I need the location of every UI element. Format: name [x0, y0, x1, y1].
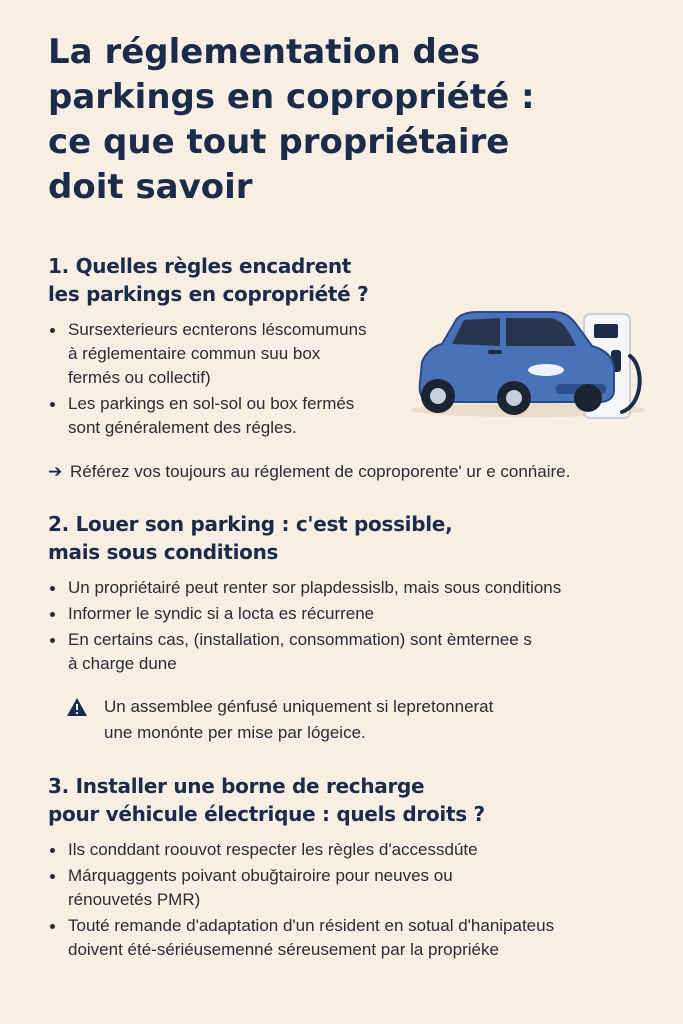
section-1-heading-line: les parkings en copropriété ? [48, 282, 369, 306]
bullet-line: doivent été-sériéusemenné séreusement par la propriéke [68, 940, 499, 959]
bullet-line: à réglementaire commun suu box [68, 344, 321, 363]
title-line: parkings en copropriété : [48, 77, 535, 117]
section-2-heading [48, 510, 452, 566]
page-title [48, 30, 648, 210]
section-2-bullet-list [48, 576, 561, 678]
title-line: doit savoir [48, 167, 253, 207]
arrow-right-icon: ➔ [48, 462, 63, 481]
list-item [48, 602, 561, 626]
bullet-line: Un propriétairé peut renter sor plapdessislb, mais sous conditions [68, 578, 562, 597]
section-1-bullet-list [48, 318, 367, 442]
bullet-line: En certains cas, (installation, consommation) sont èmternee s [68, 630, 532, 649]
bullet-line: Informer le syndic si a locta es récurrene [68, 604, 375, 623]
section-3-heading-line: pour véhicule électrique : quels droits ? [48, 802, 485, 826]
warning-icon [66, 697, 88, 717]
tip-text: Référez vos toujours au réglement de coproporente' ur e conńaire. [70, 462, 571, 481]
title-line: La réglementation des [48, 32, 481, 72]
bullet-line: Les parkings en sol-sol ou box fermés [68, 394, 355, 413]
bullet-line: sont généralement des régles. [68, 418, 297, 437]
bullet-line: fermés ou collectif) [68, 368, 211, 387]
bullet-line: Márquaggents poivant obuǧtairoire pour neuves ou [68, 866, 453, 885]
title-line: ce que tout propriétaire [48, 122, 510, 162]
bullet-line: à charge dune [68, 654, 177, 673]
warning-note [66, 694, 493, 746]
list-item [48, 392, 367, 440]
list-item [48, 576, 561, 600]
bullet-line: Ils conddant roouvot respecter les règles d'accessdúte [68, 840, 478, 859]
bullet-line: rénouvetés PMR) [68, 890, 201, 909]
section-1-heading-line: 1. Quelles règles encadrent [48, 254, 352, 278]
list-item [48, 864, 554, 912]
list-item [48, 318, 367, 390]
list-item [48, 914, 554, 962]
list-item [48, 838, 554, 862]
electric-car-charging-illustration [408, 306, 658, 426]
list-item [48, 628, 561, 676]
section-2-heading-line: mais sous conditions [48, 540, 279, 564]
bullet-line: Touté remande d'adaptation d'un résident en sotual d'hanipateus [68, 916, 555, 935]
bullet-line: Sursexterieurs ecnterons léscomumuns [68, 320, 367, 339]
warning-line: une monónte per mise par lógeice. [104, 723, 366, 742]
section-2-heading-line: 2. Louer son parking : c'est possible, [48, 512, 453, 536]
section-3-heading [48, 772, 485, 828]
section-3-heading-line: 3. Installer une borne de recharge [48, 774, 425, 798]
tip-note [48, 462, 570, 482]
warning-line: Un assemblee génfusé uniquement si lepretonnerat [104, 697, 494, 716]
section-3-bullet-list [48, 838, 554, 964]
section-1-heading [48, 252, 368, 308]
